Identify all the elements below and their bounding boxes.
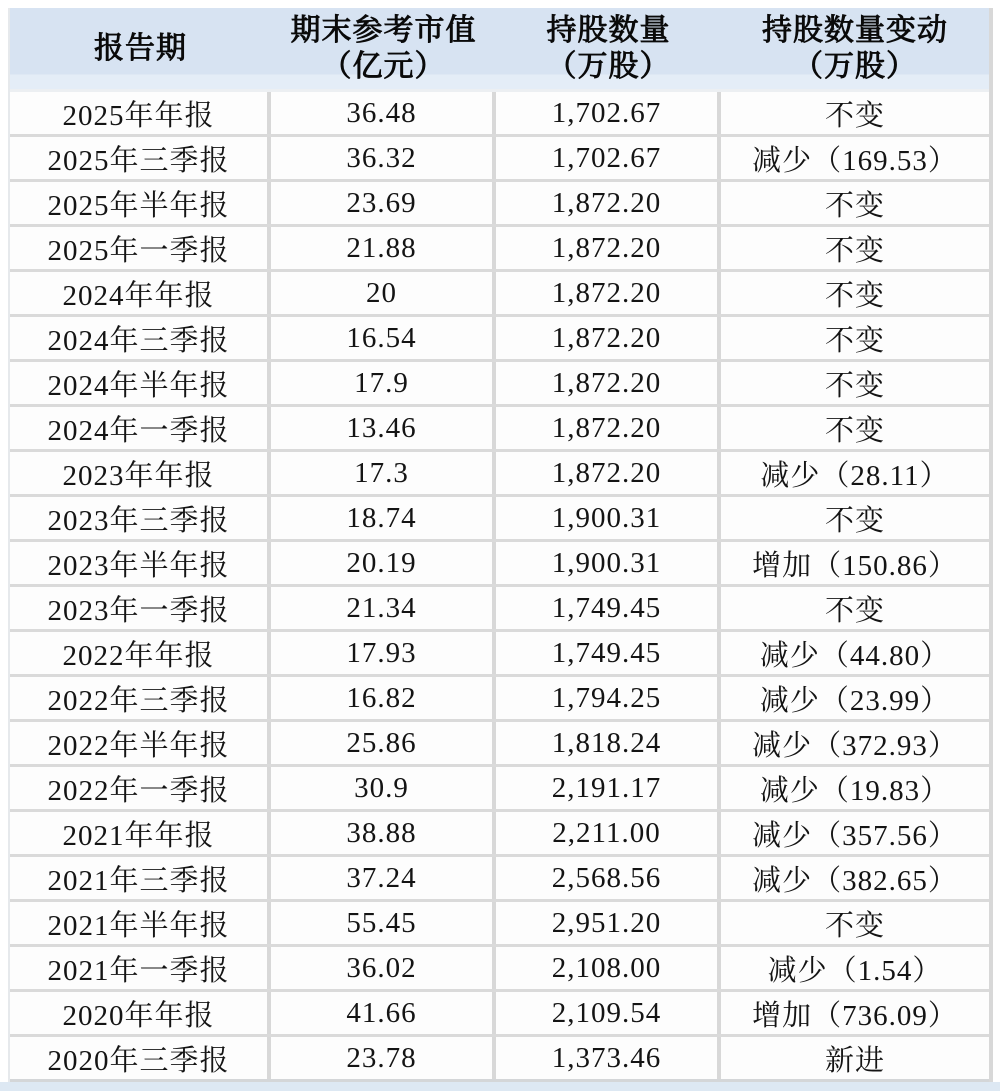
header-market-value-label: 期末参考市值: [290, 13, 477, 47]
cell-shares-held: 2,109.54: [496, 992, 721, 1034]
cell-shares-held: 1,872.20: [496, 362, 721, 404]
table-row: [10, 1037, 989, 1082]
table-row: [10, 677, 989, 722]
cell-report-period: 2021年年报: [10, 812, 271, 854]
cell-shares-held: 1,749.45: [496, 587, 721, 629]
cell-shares-change: 减少（357.56）: [752, 819, 958, 852]
cell-market-value: 38.88: [271, 812, 496, 854]
cell-shares-change: 不变: [824, 99, 885, 132]
cell-report-period: 2023年三季报: [10, 497, 271, 539]
cell-shares-change: 不变: [824, 369, 885, 402]
cell-market-value: 36.32: [271, 137, 496, 179]
cell-shares-change: 不变: [824, 279, 885, 312]
cell-report-period: 2020年三季报: [10, 1037, 271, 1079]
cell-market-value: 23.69: [271, 182, 496, 224]
cell-shares-held: 1,818.24: [496, 722, 721, 764]
table-row: [10, 227, 989, 272]
cell-market-value: 17.93: [271, 632, 496, 674]
holdings-table: [8, 8, 993, 1082]
table-row: [10, 182, 989, 227]
cell-shares-change: 增加（736.09）: [752, 999, 958, 1032]
cell-market-value: 17.3: [271, 452, 496, 494]
cell-shares-change: 不变: [824, 189, 885, 222]
cell-market-value: 37.24: [271, 857, 496, 899]
table-row: [10, 452, 989, 497]
cell-report-period: 2024年半年报: [10, 362, 271, 404]
table-row: [10, 137, 989, 182]
cell-market-value: 21.34: [271, 587, 496, 629]
cell-shares-held: 2,191.17: [496, 767, 721, 809]
cell-shares-held: 1,872.20: [496, 407, 721, 449]
cell-shares-change: 减少（44.80）: [759, 639, 951, 672]
cell-shares-held: 1,373.46: [496, 1037, 721, 1079]
cell-report-period: 2022年一季报: [10, 767, 271, 809]
cell-report-period: 2022年半年报: [10, 722, 271, 764]
cell-shares-change: 不变: [824, 594, 885, 627]
cell-market-value: 18.74: [271, 497, 496, 539]
cell-report-period: 2025年年报: [10, 92, 271, 134]
cell-shares-held: 2,951.20: [496, 902, 721, 944]
header-shares-held-label: 持股数量: [546, 13, 671, 47]
cell-shares-held: 2,108.00: [496, 947, 721, 989]
cell-report-period: 2022年年报: [10, 632, 271, 674]
cell-shares-held: 1,900.31: [496, 497, 721, 539]
cell-shares-change: 新进: [824, 1044, 885, 1077]
header-report-period-label: 报告期: [94, 31, 187, 65]
table-row: [10, 902, 989, 947]
cell-market-value: 16.54: [271, 317, 496, 359]
table-row: [10, 497, 989, 542]
header-shares-change: [721, 8, 989, 89]
cell-market-value: 13.46: [271, 407, 496, 449]
header-shares-change-unit: （万股）: [793, 49, 917, 83]
cell-shares-held: 2,211.00: [496, 812, 721, 854]
cell-market-value: 23.78: [271, 1037, 496, 1079]
cell-report-period: 2020年年报: [10, 992, 271, 1034]
cell-report-period: 2022年三季报: [10, 677, 271, 719]
header-market-value-unit: （亿元）: [321, 49, 446, 83]
table-row: [10, 632, 989, 677]
cell-report-period: 2021年一季报: [10, 947, 271, 989]
table-row: [10, 587, 989, 632]
cell-market-value: 55.45: [271, 902, 496, 944]
table-body: [10, 92, 989, 1082]
header-report-period: [10, 8, 271, 89]
cell-shares-held: 1,872.20: [496, 452, 721, 494]
cell-shares-held: 1,702.67: [496, 92, 721, 134]
cell-shares-held: 1,872.20: [496, 227, 721, 269]
table-row: [10, 317, 989, 362]
table-row: [10, 812, 989, 857]
cell-report-period: 2025年一季报: [10, 227, 271, 269]
cell-shares-held: 1,872.20: [496, 272, 721, 314]
cell-shares-change: 减少（382.65）: [752, 864, 958, 897]
table-row: [10, 92, 989, 137]
table-row: [10, 542, 989, 587]
cell-report-period: 2024年一季报: [10, 407, 271, 449]
table-row: [10, 857, 989, 902]
cell-shares-held: 1,900.31: [496, 542, 721, 584]
cell-shares-held: 1,872.20: [496, 317, 721, 359]
cell-shares-change: 减少（169.53）: [752, 144, 958, 177]
cell-market-value: 36.02: [271, 947, 496, 989]
cell-shares-held: 1,702.67: [496, 137, 721, 179]
cell-shares-change: 减少（19.83）: [759, 774, 951, 807]
cell-report-period: 2021年三季报: [10, 857, 271, 899]
header-shares-held: [496, 8, 721, 89]
table-row: [10, 947, 989, 992]
table-row: [10, 722, 989, 767]
header-shares-held-unit: （万股）: [546, 49, 671, 83]
cell-shares-change: 不变: [824, 504, 885, 537]
table-row: [10, 407, 989, 452]
footer-strip: [0, 1082, 1000, 1091]
cell-market-value: 17.9: [271, 362, 496, 404]
cell-shares-change: 不变: [824, 414, 885, 447]
cell-market-value: 36.48: [271, 92, 496, 134]
cell-report-period: 2024年年报: [10, 272, 271, 314]
header-market-value: [271, 8, 496, 89]
cell-report-period: 2021年半年报: [10, 902, 271, 944]
cell-shares-held: 1,794.25: [496, 677, 721, 719]
cell-shares-change: 增加（150.86）: [752, 549, 958, 582]
cell-shares-change: 不变: [824, 324, 885, 357]
cell-shares-change: 减少（1.54）: [767, 954, 943, 987]
cell-market-value: 16.82: [271, 677, 496, 719]
cell-market-value: 25.86: [271, 722, 496, 764]
cell-market-value: 20.19: [271, 542, 496, 584]
table-row: [10, 767, 989, 812]
cell-shares-change: 减少（372.93）: [752, 729, 958, 762]
cell-shares-change: 减少（23.99）: [759, 684, 951, 717]
cell-report-period: 2025年三季报: [10, 137, 271, 179]
cell-market-value: 41.66: [271, 992, 496, 1034]
cell-shares-held: 1,872.20: [496, 182, 721, 224]
cell-report-period: 2023年半年报: [10, 542, 271, 584]
header-shares-change-label: 持股数量变动: [762, 13, 948, 47]
cell-shares-change: 减少（28.11）: [760, 459, 950, 492]
cell-market-value: 21.88: [271, 227, 496, 269]
cell-report-period: 2024年三季报: [10, 317, 271, 359]
cell-report-period: 2025年半年报: [10, 182, 271, 224]
table-row: [10, 272, 989, 317]
table-row: [10, 362, 989, 407]
cell-report-period: 2023年一季报: [10, 587, 271, 629]
table-row: [10, 992, 989, 1037]
cell-shares-change: 不变: [824, 234, 885, 267]
cell-shares-held: 1,749.45: [496, 632, 721, 674]
table-header-row: [10, 8, 989, 92]
cell-shares-held: 2,568.56: [496, 857, 721, 899]
cell-market-value: 20: [271, 272, 496, 314]
cell-report-period: 2023年年报: [10, 452, 271, 494]
cell-market-value: 30.9: [271, 767, 496, 809]
cell-shares-change: 不变: [824, 909, 885, 942]
